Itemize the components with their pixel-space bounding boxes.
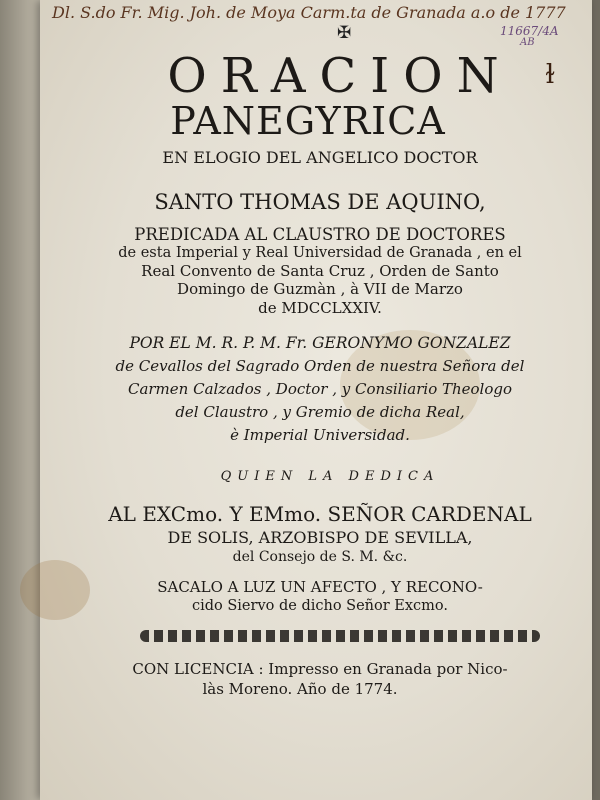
dedicatee-line: AL EXCmo. Y EMmo. SEÑOR CARDENAL — [108, 502, 532, 526]
preached-line: de MDCCLXXIV. — [258, 299, 382, 317]
author-line: è Imperial Universidad. — [230, 426, 410, 444]
dedication-intro: QUIEN LA DEDICA — [220, 469, 440, 484]
title-line-2: PANEGYRICA — [170, 99, 446, 143]
handwritten-mark: ɫ — [545, 60, 555, 90]
imprint-line: làs Moreno. Año de 1774. — [202, 680, 398, 698]
handwritten-inscription: Dl. S.do Fr. Mig. Joh. de Moya Carm.ta de Granada a.o de 1777 — [52, 3, 566, 22]
preached-line: de esta Imperial y Real Universidad de Granada , en el — [118, 245, 522, 261]
ornament-divider — [140, 630, 540, 642]
cross-mark: ✠ — [337, 23, 352, 43]
author-line: Carmen Calzados , Doctor , y Consiliario Theologo — [127, 380, 513, 398]
subtitle: EN ELOGIO DEL ANGELICO DOCTOR — [162, 148, 478, 167]
author-line: del Claustro , y Gremio de dicha Real, — [175, 403, 465, 421]
author-line: POR EL M. R. P. M. Fr. GERONYMO GONZALEZ — [129, 334, 511, 352]
sponsor-line: SACALO A LUZ UN AFECTO , Y RECONO- — [157, 578, 483, 596]
preached-line: PREDICADA AL CLAUSTRO DE DOCTORES — [134, 225, 506, 244]
dedicatee-line: DE SOLIS, ARZOBISPO DE SEVILLA, — [167, 528, 473, 547]
preached-line: Domingo de Guzmàn , à VII de Marzo — [177, 280, 463, 298]
shelfmark-sub: AB — [520, 37, 535, 48]
imprint-line: CON LICENCIA : Impresso en Granada por Nico- — [132, 660, 508, 678]
title-line-1: ORACION — [167, 48, 513, 104]
shelfmark: 11667/4A — [500, 24, 559, 38]
author-line: de Cevallos del Sagrado Orden de nuestra Señora del — [115, 357, 525, 375]
sponsor-line: cido Siervo de dicho Señor Excmo. — [191, 598, 449, 614]
subject: SANTO THOMAS DE AQUINO, — [154, 190, 486, 214]
preached-line: Real Convento de Santa Cruz , Orden de Santo — [141, 262, 499, 280]
dedicatee-line: del Consejo de S. M. &c. — [232, 549, 408, 565]
